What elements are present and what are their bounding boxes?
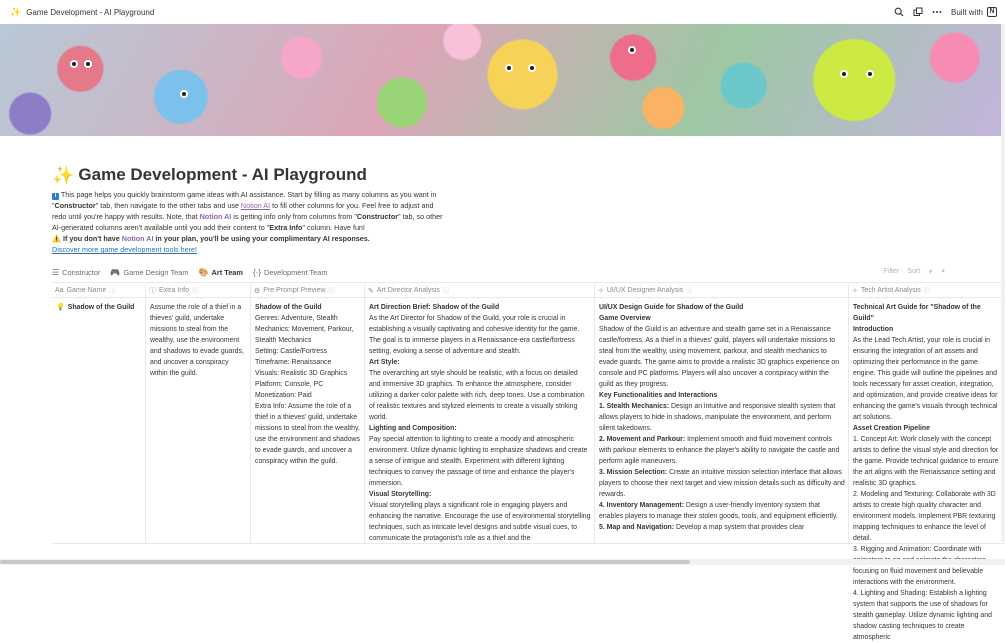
scrollbar-thumb[interactable] — [0, 560, 690, 564]
desc-text: redo until you're happy with results. Note, that — [52, 212, 200, 221]
cell-art-director[interactable] — [365, 298, 595, 544]
info-icon: ⓘ — [923, 289, 930, 295]
tech-list-item: 4. Lighting and Shading: Establish a lighting system that supports the use of shadows for stealth gameplay. Utilize dynamic lighting and shadow casting techniques to create atmospheric — [853, 590, 992, 641]
built-with-label: Built with — [950, 7, 983, 17]
tech-heading: Asset Creation Pipeline — [853, 425, 930, 432]
list-icon: ☰ — [52, 267, 60, 277]
column-label: Extra Info — [159, 287, 189, 294]
notion-ai-link[interactable]: Notion AI — [240, 201, 271, 210]
cover-decor — [840, 70, 848, 78]
cover-decor — [180, 90, 188, 98]
sparkles-icon: ✨ — [52, 164, 75, 185]
warning-prefix: ⚠️ If you don't have — [52, 234, 122, 243]
uiux-paragraph: Shadow of the Guild is an adventure and stealth game set in a Renaissance castle/fortress. As a thief in a thieves' guild, players will undertake missions to steal from the wealthy, using movement, parkour, and stealth mechanics to evade guards. The game aims to provide a realistic 3D graphics experience on console and PC platforms. Players will also uncover a conspiracy within the guild as they progress. — [599, 326, 840, 388]
info-icon: ⓘ — [109, 289, 116, 295]
art-paragraph: Pay special attention to lighting to create a moody and atmospheric environment. Utilize dynamic lighting to emphasize shadows and create a sense of intrigue and stealth. Experiment with different lighting techniques to convey the passage of time and enhance the player's immersion. — [369, 436, 588, 487]
info-icon: ⓘ — [191, 289, 198, 295]
art-paragraph: Visual storytelling plays a significant role in engaging players and enhancing the narrative. Encourage the use of environmental storytelling techniques, such as intricate level designs and subtle visual cues, to communicate the protagonist's role as a thief and the — [369, 502, 591, 542]
column-header-tech-artist[interactable] — [849, 284, 1005, 297]
desc-text: " — [52, 201, 55, 210]
desc-text: " column. Have fun! — [302, 223, 365, 232]
uiux-item-title: 1. Stealth Mechanics: — [599, 403, 670, 410]
uiux-item-text: Design an intuitive and responsive stealth system that allows players to hide in shadows, manipulate the environment, and perform silent takedowns. — [599, 403, 836, 432]
tab-game-design-team[interactable] — [110, 264, 188, 280]
uiux-item-text: Create an intuitive mission selection interface that allows players to choose their next target and view mission details such as difficulty and rewards. — [599, 469, 845, 498]
cover-decor — [505, 64, 513, 72]
column-label: Art Director Analysis — [376, 287, 440, 294]
notion-ai-bold: Notion AI — [199, 212, 232, 221]
art-heading: Art Style: — [369, 359, 400, 366]
database-table — [52, 284, 1005, 641]
table-bottom-border — [52, 543, 1005, 544]
sparkles-icon: ✨ — [10, 6, 22, 17]
tech-list-item: 1. Concept Art: Work closely with the concept artists to define the visual style and direction for the game. Provide technical guidance to ensure the art aligns with the Renaissance setting and realistic 3D graphics. — [853, 436, 999, 487]
desc-bold: Constructor — [54, 201, 96, 210]
tab-label: Art Team — [211, 267, 243, 277]
vertical-scrollbar[interactable] — [1001, 24, 1005, 542]
tab-constructor[interactable] — [52, 264, 100, 280]
warning-text — [52, 234, 370, 243]
filter-button[interactable]: Filter — [883, 268, 900, 275]
info-icon: ⓘ — [442, 289, 449, 295]
cell-extra-info[interactable] — [146, 298, 251, 544]
cover-image — [0, 24, 1005, 136]
art-paragraph: As the Art Director for Shadow of the Guild, your role is crucial in establishing a visually captivating and cohesive identity for the game. The goal is to immerse players in a Renaissance-era castle/fortress setting, evoking a sense of adventure and stealth. — [369, 315, 580, 355]
info-icon: ⓘ — [328, 289, 335, 295]
tech-paragraph: As the Lead Tech Artist, your role is crucial in ensuring the integration of art assets and optimizing their performance in the game engine. This guide will outline the pipelines and tools necessary for asset creation, integration, and optimization, and provide creative ideas for enhancing the game's visuals through technical art solutions. — [853, 337, 998, 421]
art-paragraph: The overarching art style should be realistic, with a focus on detailed and immersive 3D graphics. To enhance the atmosphere, consider utilizing a darker color palette with rich, deep tones. Use a combination of realistic textures and stylized elements to create a visually striking world. — [369, 370, 585, 421]
desc-text: is getting info only from columns from " — [231, 212, 357, 221]
tech-list-item: 3. Rigging and Animation: Coordinate with focusing on fluid movement and believable interactions with the environment. — [853, 546, 984, 586]
column-label: Tech Artist Analysis — [860, 287, 921, 294]
pre-prompt-line: Genres: Adventure, Stealth Mechanics: Movement, Parkour, Stealth Mechanics — [255, 315, 354, 344]
tab-art-team[interactable] — [199, 264, 243, 280]
cell-pre-prompt[interactable] — [251, 298, 365, 544]
breadcrumb-title[interactable]: Game Development - AI Playground — [26, 7, 155, 17]
tab-development-team[interactable] — [253, 264, 328, 280]
pre-prompt-line: Timeframe: Renaissance — [255, 359, 332, 366]
lightbulb-icon: 💡 — [56, 304, 65, 311]
column-header-art-director[interactable] — [365, 284, 595, 297]
desc-text: " tab, then navigate to the other tabs and use — [95, 201, 241, 210]
desc-bold: Constructor — [356, 212, 399, 221]
uiux-item-title: 2. Movement and Parkour: — [599, 436, 686, 443]
ai-sparkle-icon: ✧ — [852, 287, 858, 295]
page-description — [52, 189, 472, 255]
cover-decor — [866, 70, 874, 78]
column-label: UI/UX Designer Analysis — [606, 287, 684, 294]
pre-prompt-line: Setting: Castle/Fortress — [255, 348, 327, 355]
pre-prompt-title: Shadow of the Guild — [255, 304, 322, 311]
art-heading: Art Direction Brief: Shadow of the Guild — [369, 304, 500, 311]
palette-icon: 🎨 — [198, 267, 209, 277]
top-bar — [0, 0, 1005, 24]
formula-icon: ⚙ — [254, 287, 261, 295]
uiux-item-title: 3. Mission Selection: — [599, 469, 668, 476]
pre-prompt-line: Monetization: Paid — [255, 392, 312, 399]
column-label: Pre Prompt Preview — [263, 287, 326, 294]
extra-info-text: Assume the role of a thief in a thieves' guild, undertake missions to steal from the wealthy, use the environment and shadows to evade guards, and uncover a conspiracy within the guild. — [150, 304, 244, 377]
column-header-uiux[interactable] — [595, 284, 849, 297]
horizontal-scrollbar[interactable] — [0, 559, 1005, 565]
cover-decor — [70, 60, 78, 68]
cell-uiux[interactable] — [595, 298, 849, 544]
desc-text: " tab, so other — [398, 212, 443, 221]
tech-heading: Technical Art Guide for "Shadow of the Guild" — [853, 304, 981, 322]
column-label: Game Name — [66, 287, 107, 294]
tabs-divider — [52, 282, 1005, 283]
column-header-game-name[interactable] — [52, 284, 146, 297]
cover-decor — [84, 60, 92, 68]
cell-tech-artist[interactable] — [849, 298, 1005, 641]
uiux-item-text: Develop a map system that provides clear — [674, 524, 805, 531]
art-heading: Visual Storytelling: — [369, 491, 432, 498]
discover-link[interactable]: Discover more game development tools here! — [52, 245, 198, 254]
table-row — [52, 298, 1005, 641]
page-title-text: Game Development - AI Playground — [78, 165, 367, 184]
desc-text: to fill other columns for you. Feel free to adjust and — [270, 201, 434, 210]
tab-label: Constructor — [62, 267, 101, 277]
tab-label: Development Team — [264, 267, 328, 277]
uiux-heading: UI/UX Design Guide for Shadow of the Guild — [599, 304, 744, 311]
column-header-extra-info[interactable] — [146, 284, 251, 297]
search-icon[interactable] — [894, 7, 904, 17]
topbar-actions — [894, 7, 997, 17]
duplicate-icon[interactable] — [913, 7, 923, 17]
text-icon: Aa — [55, 287, 64, 294]
uiux-heading: Game Overview — [599, 315, 651, 322]
tab-label: Game Design Team — [123, 267, 189, 277]
cell-game-name[interactable] — [52, 298, 146, 544]
pre-prompt-line: Visuals: Realistic 3D Graphics — [255, 370, 348, 377]
uiux-item-title: 5. Map and Navigation: — [599, 524, 675, 531]
page-title — [52, 164, 472, 186]
code-icon: {·} — [253, 267, 262, 277]
desc-text: This page helps you quickly brainstorm game ideas with AI assistance. Start by filling as many columns as you want in — [59, 190, 437, 199]
view-tools — [884, 268, 945, 276]
uiux-heading: Key Functionalities and Interactions — [599, 392, 718, 399]
art-heading: Lighting and Composition: — [369, 425, 457, 432]
uiux-item-title: 4. Inventory Management: — [599, 502, 685, 509]
search-icon[interactable]: ⌕ — [941, 268, 945, 275]
info-icon: ⓘ — [149, 287, 156, 295]
view-tabs — [52, 264, 1005, 280]
warning-suffix: in your plan, you'll be using your complimentary AI responses. — [153, 234, 370, 243]
tech-list-item: 2. Modeling and Texturing: Collaborate with 3D artists to create high quality character and environment models. Implement PBR texturing mapping techniques to enhance the level of detail. — [853, 491, 996, 542]
game-name-text[interactable]: Shadow of the Guild — [67, 304, 135, 311]
column-header-pre-prompt-preview[interactable] — [251, 284, 365, 297]
cover-decor — [628, 46, 636, 54]
gamepad-icon: 🎮 — [110, 267, 121, 277]
page-header — [52, 164, 472, 255]
pre-prompt-line: Extra Info: Assume the role of a thief in a thieves' guild, undertake missions to steal from the wealthy, use the environment and shadows to evade guards, and uncover a conspiracy within the guild. — [255, 403, 360, 465]
built-with-notion[interactable] — [951, 7, 997, 17]
sort-button[interactable]: Sort — [907, 268, 921, 275]
lightning-icon[interactable]: ⚡ — [928, 269, 934, 276]
desc-bold: Extra Info — [269, 223, 303, 232]
info-icon: i — [52, 193, 59, 200]
table-header — [52, 284, 1005, 298]
cover-decor — [528, 64, 536, 72]
uiux-item-text: Design a user-friendly inventory system that enables players to manage their stolen goods, tools, and equipment efficiently. — [599, 502, 838, 520]
uiux-item-text: Implement smooth and fluid movement controls with parkour elements to enhance the player's ability to navigate the castle and perform agile maneuvers. — [599, 436, 840, 465]
more-icon[interactable] — [932, 7, 942, 17]
pencil-icon: ✎ — [368, 287, 374, 295]
desc-text: AI-generated columns aren't available until you add their content to " — [52, 223, 270, 232]
info-icon: ⓘ — [686, 289, 693, 295]
tech-heading: Introduction — [853, 326, 894, 333]
notion-ai-bold: Notion AI — [121, 234, 154, 243]
ai-sparkle-icon: ✧ — [598, 287, 604, 295]
pre-prompt-line: Platform: Console, PC — [255, 381, 324, 388]
notion-logo-icon: N — [987, 7, 997, 17]
